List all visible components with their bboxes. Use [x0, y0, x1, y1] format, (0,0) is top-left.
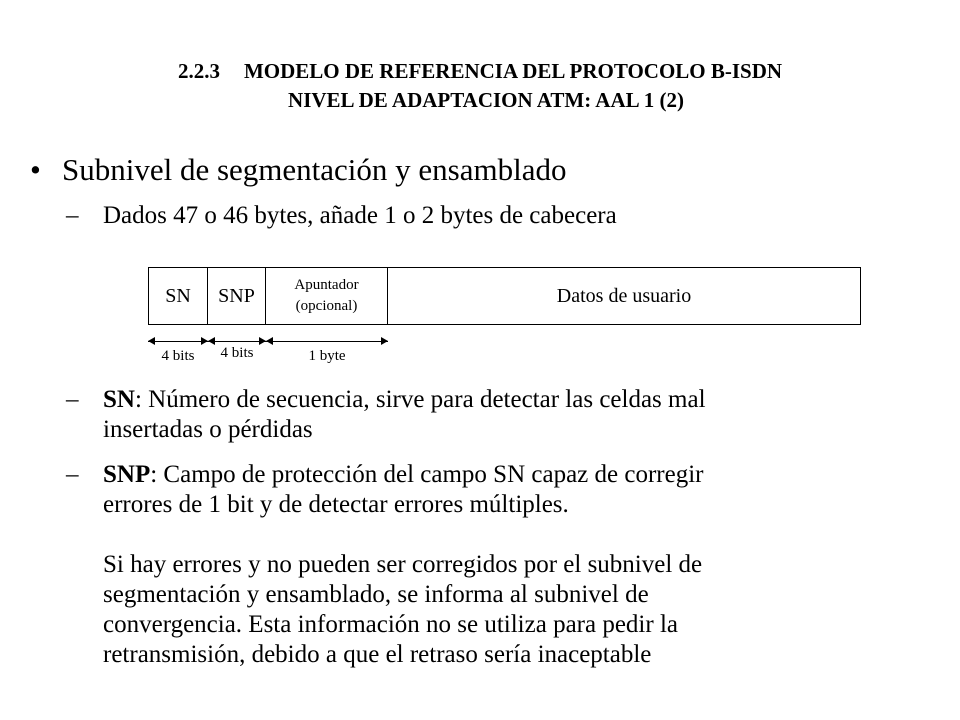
paragraph-line3: convergencia. Esta información no se utiliza para pedir la — [103, 611, 678, 638]
item-snp-line1: : Campo de protección del campo SN capaz de corregir — [150, 461, 704, 488]
item-sn-term: SN — [103, 386, 135, 413]
dimension-snp — [208, 333, 266, 363]
title-text-line1: MODELO DE REFERENCIA DEL PROTOCOLO B-ISDN — [243, 59, 783, 83]
dash-icon: – — [66, 386, 79, 413]
sub-bullet-bytes — [66, 201, 617, 231]
arrow-left-icon — [208, 337, 215, 345]
cell-header-diagram — [148, 267, 861, 325]
item-sn-line1: : Número de secuencia, sirve para detectar las celdas mal — [134, 386, 706, 413]
item-snp-term: SNP — [103, 461, 151, 488]
error-paragraph — [103, 550, 943, 670]
bullet-icon: • — [30, 152, 41, 187]
field-apuntador — [266, 268, 388, 324]
paragraph-line4: retransmisión, debido a que el retraso sería inaceptable — [103, 641, 652, 668]
dash-icon: – — [66, 202, 79, 229]
item-snp-line2: errores de 1 bit y de detectar errores múltiples. — [103, 491, 569, 518]
sub-bullet-text: Dados 47 o 46 bytes, añade 1 o 2 bytes de cabecera — [103, 202, 617, 229]
dimension-label-sn: 4 bits — [161, 348, 195, 364]
slide-title-line1 — [0, 58, 960, 84]
main-bullet — [30, 152, 567, 188]
slide-title-line2: NIVEL DE ADAPTACION ATM: AAL 1 (2) — [288, 88, 684, 112]
field-apuntador-line1: Apuntador — [294, 277, 359, 293]
field-datos-usuario: Datos de usuario — [556, 284, 692, 307]
arrow-left-icon — [266, 337, 273, 345]
paragraph-line1: Si hay errores y no pueden ser corregidos por el subnivel de — [103, 551, 703, 578]
arrow-right-icon — [259, 337, 266, 345]
section-number: 2.2.3 — [177, 59, 220, 83]
arrow-right-icon — [201, 337, 208, 345]
dimension-label-snp: 4 bits — [220, 345, 254, 361]
arrow-right-icon — [381, 337, 388, 345]
dimension-line — [148, 341, 208, 342]
field-apuntador-line2: (opcional) — [295, 298, 358, 314]
main-bullet-text: Subnivel de segmentación y ensamblado — [62, 152, 567, 187]
dimension-apuntador — [266, 333, 388, 363]
dash-icon: – — [66, 461, 79, 488]
paragraph-line2: segmentación y ensamblado, se informa al subnivel de — [103, 581, 649, 608]
item-sn-line2: insertadas o pérdidas — [103, 416, 313, 443]
arrow-left-icon — [148, 337, 155, 345]
dimension-line — [208, 341, 266, 342]
dimension-line — [266, 341, 388, 342]
field-snp: SNP — [208, 268, 266, 324]
field-sn: SN — [149, 268, 208, 324]
dimension-label-apuntador: 1 byte — [308, 348, 346, 364]
dimension-sn — [148, 333, 208, 363]
